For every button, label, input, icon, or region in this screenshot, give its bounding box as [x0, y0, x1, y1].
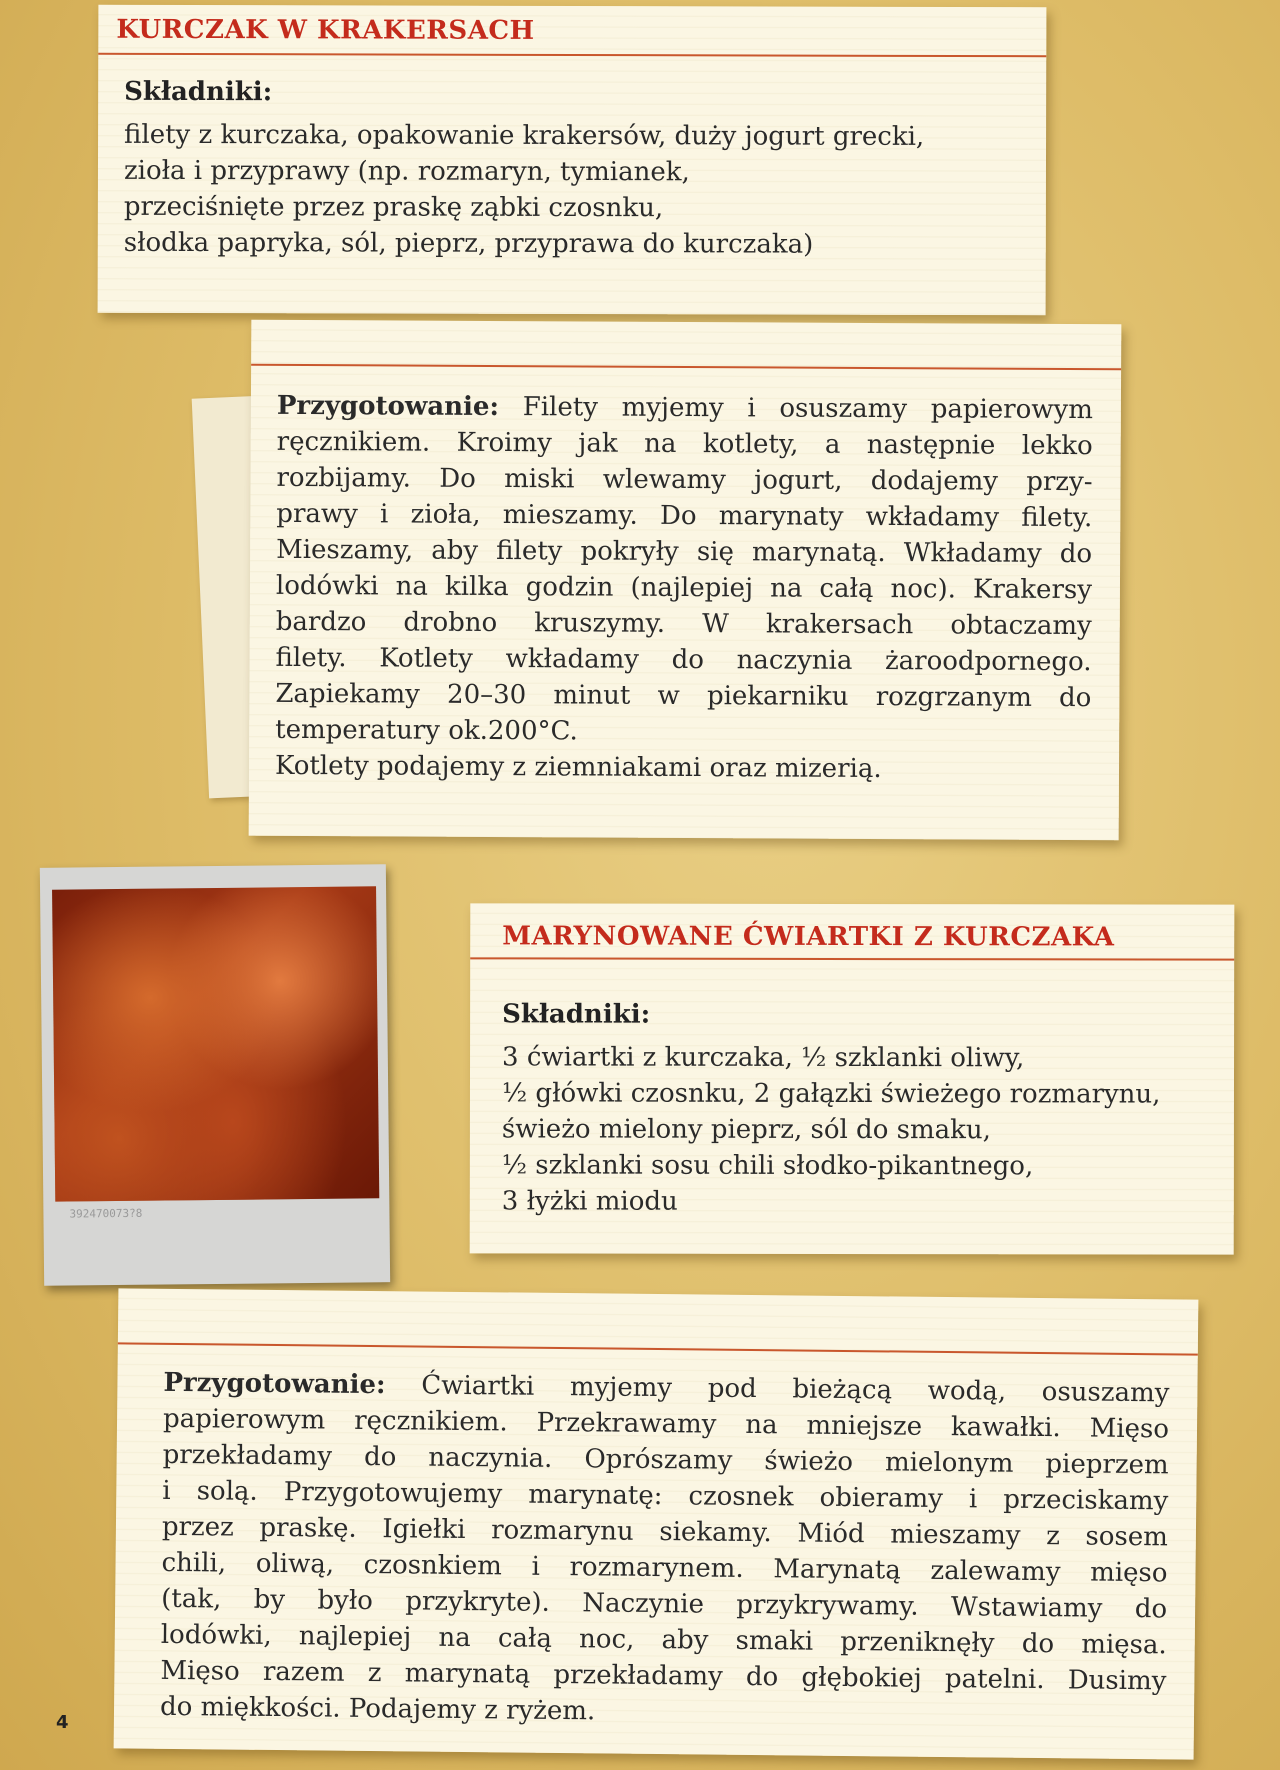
- preparation-line: prawy i zioła, mieszamy. Do marynaty wkładamy filety.: [276, 498, 1093, 534]
- recipe2-preparation-label: Przygotowanie:: [163, 1367, 386, 1401]
- preparation-line: papierowym ręcznikiem. Przekrawamy na mniejsze kawałki. Mięso: [162, 1403, 1170, 1445]
- preparation-line: i solą. Przygotowujemy marynatę: czosnek obieramy i przeciskamy: [162, 1475, 1169, 1517]
- recipe1-ingredients-text: [124, 117, 925, 263]
- preparation-line: filety. Kotlety wkładamy do naczynia żaroodpornego.: [275, 642, 1092, 678]
- preparation-line: lodówki na kilka godzin (najlepiej na całą noc). Krakersy: [275, 570, 1093, 606]
- title-rule: [98, 53, 1046, 57]
- recipe1-preparation-card: [249, 320, 1122, 841]
- preparation-line: przekładamy do naczynia. Oprószamy świeżo mielonym pieprzem: [162, 1439, 1169, 1481]
- recipe2-ingredients-text: [502, 1039, 1161, 1220]
- recipe2-title: MARYNOWANE ĆWIARTKI Z KURCZAKA: [502, 921, 1115, 953]
- ingredients-line: 3 łyżki miodu: [501, 1186, 678, 1217]
- ingredients-line: zioła i przyprawy (np. rozmaryn, tymianek,: [123, 155, 690, 188]
- chicken-photo-image: [52, 886, 379, 1201]
- preparation-line: przez praskę. Igiełki rozmarynu siekamy. Miód mieszamy z sosem: [161, 1511, 1169, 1553]
- ingredients-line: ½ szklanki sosu chili słodko-pikantnego,: [501, 1150, 1034, 1182]
- preparation-line: ręcznikiem. Kroimy jak na kotlety, a następnie lekko: [276, 426, 1093, 462]
- recipe1-preparation-text: [275, 388, 1093, 788]
- preparation-line: do miękkości. Podajemy z ryżem.: [159, 1691, 596, 1727]
- ingredients-line: 3 ćwiartki z kurczaka, ½ szklanki oliwy,: [502, 1042, 1025, 1074]
- preparation-line: lodówki, najlepiej na całą noc, aby smaki przeniknęły do mięsa.: [160, 1619, 1167, 1661]
- preparation-line: rozbijamy. Do miski wlewamy jogurt, dodajemy przy-: [276, 462, 1093, 498]
- preparation-line: (tak, by było przykryte). Naczynie przykrywamy. Wstawiamy do: [161, 1583, 1168, 1625]
- recipe1-title: KURCZAK W KRAKERSACH: [116, 14, 535, 46]
- recipe2-ingredients-label: Składniki:: [502, 999, 651, 1030]
- ingredients-line: ½ główki czosnku, 2 gałązki świeżego rozmarynu,: [501, 1078, 1161, 1110]
- recipe1-ingredients-label: Składniki:: [124, 76, 273, 108]
- preparation-line: temperatury ok.200°C.: [275, 714, 578, 747]
- ingredients-line: słodka papryka, sól, pieprz, przyprawa do kurczaka): [123, 227, 814, 260]
- preparation-rule: [118, 1342, 1198, 1355]
- preparation-line: Mieszamy, aby filety pokryły się marynatą. Wkładamy do: [276, 534, 1093, 570]
- preparation-line: chili, oliwą, czosnkiem i rozmarynem. Marynatą zalewamy mięso: [161, 1547, 1168, 1589]
- recipe1-preparation-label: Przygotowanie:: [276, 390, 500, 423]
- preparation-rule: [251, 364, 1121, 371]
- ingredients-line: świeżo mielony pieprz, sól do smaku,: [501, 1114, 991, 1146]
- preparation-line: bardzo drobno kruszymy. W krakersach obtaczamy: [275, 606, 1092, 642]
- recipe1-ingredients-card: [98, 5, 1047, 315]
- photo-code: 392470073?8: [69, 1206, 143, 1221]
- preparation-line: Ćwiartki myjemy pod bieżącą wodą, osuszamy: [421, 1370, 1170, 1409]
- recipe2-ingredients-card: [470, 903, 1235, 1254]
- page-number: 4: [56, 1712, 69, 1733]
- ingredients-line: przeciśnięte przez praskę ząbki czosnku,: [123, 191, 664, 224]
- preparation-line: Mięso razem z marynatą przekładamy do głębokiej patelni. Dusimy: [160, 1655, 1167, 1697]
- preparation-line: Zapiekamy 20–30 minut w piekarniku rozgrzanym do: [275, 678, 1092, 714]
- recipe2-preparation-text: [160, 1365, 1170, 1736]
- preparation-line: Filety myjemy i osuszamy papierowym: [522, 392, 1093, 426]
- chicken-photo: [40, 864, 390, 1286]
- recipe2-preparation-card: [114, 1288, 1199, 1759]
- preparation-line: Kotlety podajemy z ziemniakami oraz mizerią.: [274, 750, 882, 785]
- title-rule: [470, 957, 1234, 960]
- ingredients-line: filety z kurczaka, opakowanie krakersów, duży jogurt grecki,: [124, 119, 925, 152]
